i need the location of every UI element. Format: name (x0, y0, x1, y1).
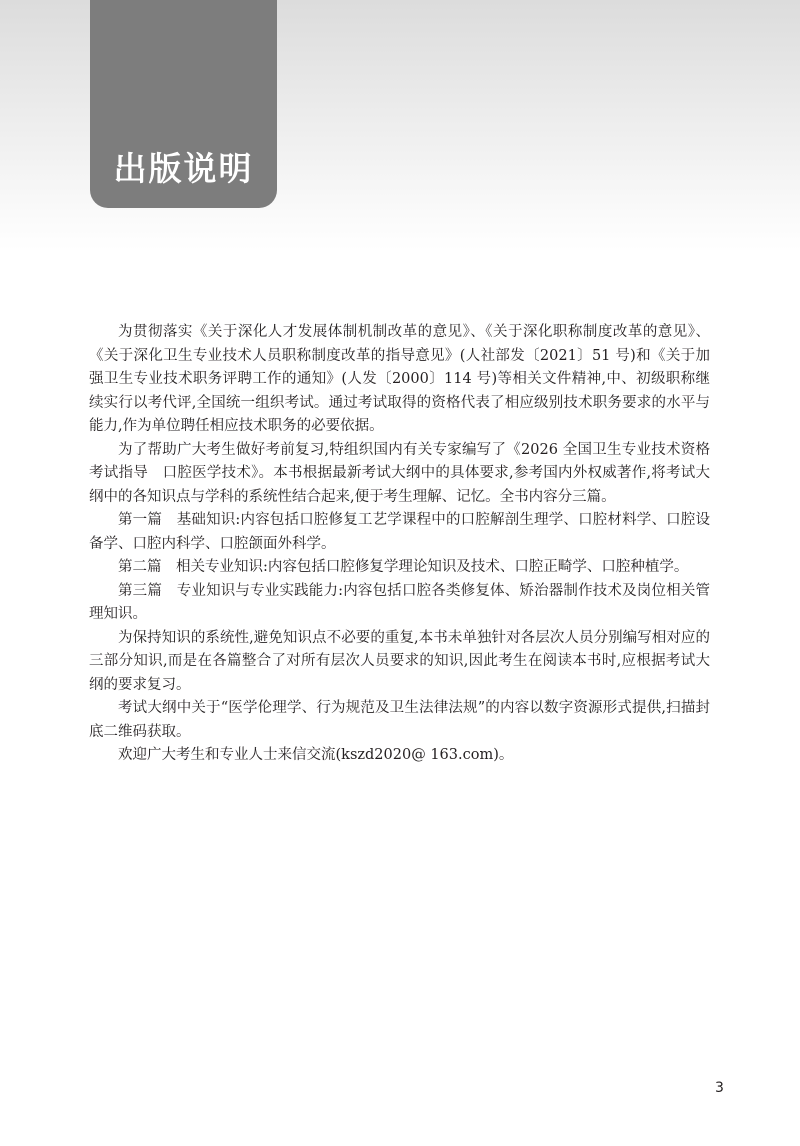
paragraph-structure: 为保持知识的系统性,避免知识点不必要的重复,本书未单独针对各层次人员分别编写相对应的三部分知识,而是在各篇整合了对所有层次人员要求的知识,因此考生在阅读本书时,应根据考试大纲的要求复习。 (89, 629, 710, 693)
page-title: 出版说明 (113, 149, 254, 188)
paragraph-part-two: 第二篇 相关专业知识:内容包括口腔修复学理论知识及技术、口腔正畸学、口腔种植学。 (118, 559, 689, 575)
paragraph-purpose: 为了帮助广大考生做好考前复习,特组织国内有关专家编写了《2026 全国卫生专业技术资格考试指导 口腔医学技术》。本书根据最新考试大纲中的具体要求,参考国内外权威著作,将考试大纲中的各知识点与学科的系统性结合起来,便于考生理解、记忆。全书内容分三篇。 (89, 441, 710, 505)
paragraph-part-three: 第三篇 专业知识与专业实践能力:内容包括口腔各类修复体、矫治器制作技术及岗位相关管理知识。 (89, 582, 710, 622)
paragraph-digital-resources: 考试大纲中关于“医学伦理学、行为规范及卫生法律法规”的内容以数字资源形式提供,扫描封底二维码获取。 (89, 700, 710, 740)
paragraph-intro: 为贯彻落实《关于深化人才发展体制机制改革的意见》、《关于深化职称制度改革的意见》、《关于深化卫生专业技术人员职称制度改革的指导意见》(人社部发〔2021〕51 号)和《关于加强卫生专业技术职务评聘工作的通知》(人发〔2000〕114 号)等相关文件精神,中、初级职称继续实行以考代评,全国统一组织考试。通过考试取得的资格代表了相应级别技术职务要求的水平与能力,作为单位聘任相应技术职务的必要依据。 (89, 324, 710, 434)
paragraph-contact: 欢迎广大考生和专业人士来信交流(kszd2020@ 163.com)。 (118, 747, 514, 763)
title-tab (90, 0, 277, 208)
paragraph-part-one: 第一篇 基础知识:内容包括口腔修复工艺学课程中的口腔解剖生理学、口腔材料学、口腔设备学、口腔内科学、口腔颌面外科学。 (89, 512, 710, 552)
body-text (89, 321, 710, 768)
page-number: 3 (715, 1080, 724, 1096)
